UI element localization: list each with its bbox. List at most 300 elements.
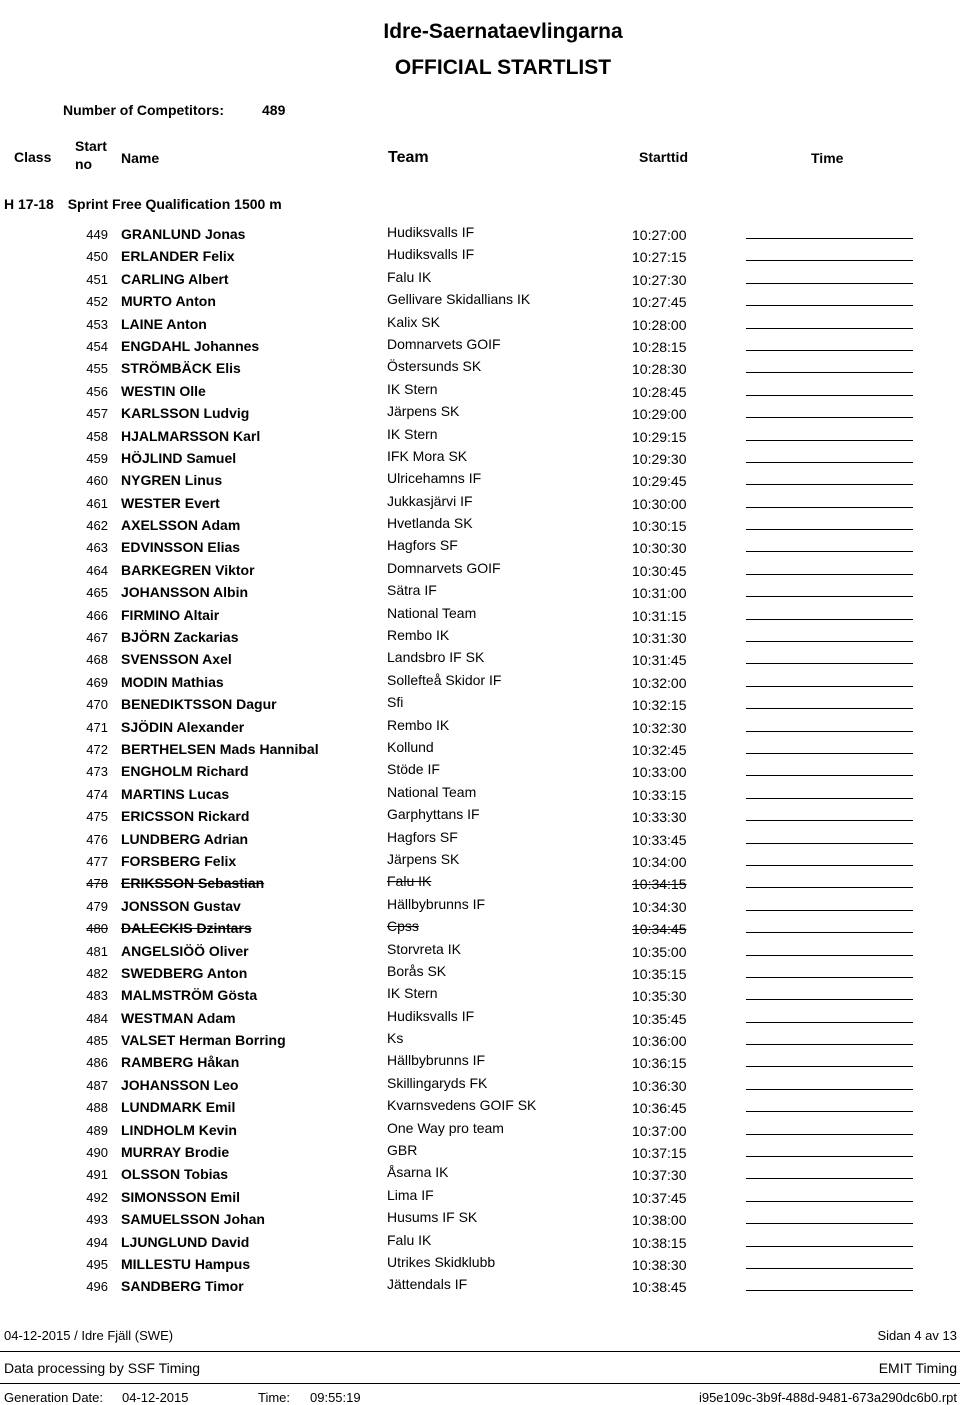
start-number: 474 <box>86 786 108 802</box>
table-row <box>0 917 960 939</box>
team-name: Kollund <box>387 738 434 755</box>
start-number: 463 <box>86 540 108 556</box>
table-row <box>0 357 960 379</box>
col-team: Team <box>388 149 429 166</box>
competitor-name: LINDHOLM Kevin <box>121 1121 237 1138</box>
table-row <box>0 626 960 648</box>
result-time-line <box>746 1022 913 1023</box>
start-time: 10:32:15 <box>632 697 687 714</box>
start-time: 10:27:45 <box>632 294 687 311</box>
result-time-line <box>746 731 913 732</box>
table-row <box>0 1074 960 1096</box>
start-number: 481 <box>86 943 108 959</box>
table-row <box>0 604 960 626</box>
col-name: Name <box>121 150 160 166</box>
team-name: Rembo IK <box>387 627 450 644</box>
team-name: Rembo IK <box>387 716 450 733</box>
col-time: Time <box>811 150 844 166</box>
col-starttid: Starttid <box>639 149 688 165</box>
start-time: 10:37:45 <box>632 1189 687 1206</box>
start-number: 465 <box>86 585 108 601</box>
competitor-name: SWEDBERG Anton <box>121 964 248 981</box>
result-time-line <box>746 1044 913 1045</box>
result-time-line <box>746 955 913 956</box>
result-time-line <box>746 238 913 239</box>
start-number: 472 <box>86 741 108 757</box>
list-title: OFFICIAL STARTLIST <box>394 56 612 79</box>
start-number: 468 <box>86 652 108 668</box>
team-name: Sollefteå Skidor IF <box>387 671 502 688</box>
table-row <box>0 783 960 805</box>
start-time: 10:27:15 <box>632 249 687 266</box>
start-time: 10:32:45 <box>632 741 687 758</box>
result-time-line <box>746 775 913 776</box>
event-title: Idre-Saernataevlingarna <box>383 20 623 43</box>
start-number: 453 <box>86 316 108 332</box>
competitor-name: BARKEGREN Viktor <box>121 561 255 578</box>
table-row <box>0 671 960 693</box>
start-time: 10:29:30 <box>632 450 687 467</box>
table-row <box>0 447 960 469</box>
competitor-name: JOHANSSON Albin <box>121 584 249 601</box>
generation-date: 04-12-2015 <box>122 1390 189 1405</box>
start-time: 10:31:00 <box>632 585 687 602</box>
start-time: 10:28:45 <box>632 383 687 400</box>
table-row <box>0 962 960 984</box>
team-name: Sätra IF <box>387 582 437 599</box>
team-name: Järpens SK <box>387 850 460 867</box>
start-time: 10:28:15 <box>632 338 687 355</box>
competitor-name: RAMBERG Håkan <box>121 1054 240 1071</box>
table-row <box>0 895 960 917</box>
start-time: 10:34:15 <box>632 876 687 893</box>
team-name: National Team <box>387 783 477 800</box>
start-time: 10:29:45 <box>632 473 687 490</box>
result-time-line <box>746 529 913 530</box>
result-time-line <box>746 641 913 642</box>
footer-data-processing: Data processing by SSF Timing <box>4 1360 201 1376</box>
competitor-name: WESTIN Olle <box>121 382 206 399</box>
competitor-name: ERLANDER Felix <box>121 248 235 265</box>
table-row <box>0 380 960 402</box>
start-number: 489 <box>86 1122 108 1138</box>
start-time: 10:30:15 <box>632 518 687 535</box>
start-time: 10:38:30 <box>632 1256 687 1273</box>
table-row <box>0 1208 960 1230</box>
competitor-name: ENGHOLM Richard <box>121 763 249 780</box>
start-number: 454 <box>86 338 108 354</box>
result-time-line <box>746 999 913 1000</box>
table-row <box>0 268 960 290</box>
start-time: 10:30:45 <box>632 562 687 579</box>
start-number: 449 <box>86 227 108 242</box>
team-name: IK Stern <box>387 985 438 1002</box>
team-name: IK Stern <box>387 380 438 397</box>
team-name: Domnarvets GOIF <box>387 559 501 576</box>
competitor-name: MURRAY Brodie <box>121 1144 230 1161</box>
table-row <box>0 693 960 715</box>
start-time: 10:33:30 <box>632 809 687 826</box>
start-number: 464 <box>86 562 108 578</box>
start-time: 10:36:15 <box>632 1055 687 1072</box>
start-number: 491 <box>86 1167 108 1183</box>
start-time: 10:35:30 <box>632 988 687 1005</box>
team-name: Storvreta IK <box>387 940 461 957</box>
start-number: 461 <box>86 495 108 511</box>
start-number: 484 <box>86 1010 108 1026</box>
start-time: 10:31:45 <box>632 652 687 669</box>
start-number: 466 <box>86 607 108 623</box>
table-row <box>0 223 960 245</box>
start-time: 10:35:15 <box>632 965 687 982</box>
result-time-line <box>746 820 913 821</box>
start-time: 10:32:00 <box>632 674 687 691</box>
competitor-name: GRANLUND Jonas <box>121 226 246 242</box>
start-number: 462 <box>86 518 108 534</box>
table-row <box>0 1253 960 1275</box>
start-time: 10:34:45 <box>632 921 687 938</box>
start-time: 10:36:00 <box>632 1033 687 1050</box>
footer-divider-2 <box>0 1383 960 1384</box>
result-time-line <box>746 1066 913 1067</box>
col-class: Class <box>14 149 52 165</box>
result-time-line <box>746 686 913 687</box>
start-number: 475 <box>86 809 108 825</box>
result-time-line <box>746 1268 913 1269</box>
team-name: Åsarna IK <box>387 1164 449 1181</box>
footer-divider <box>0 1351 960 1352</box>
team-name: Lima IF <box>387 1186 434 1203</box>
competitor-name: JONSSON Gustav <box>121 897 241 914</box>
result-time-line <box>746 977 913 978</box>
table-row <box>0 559 960 581</box>
competitor-name: OLSSON Tobias <box>121 1166 229 1183</box>
start-number: 479 <box>86 898 108 914</box>
competitor-name: SANDBERG Timor <box>121 1278 244 1295</box>
competitor-name: EDVINSSON Elias <box>121 539 241 556</box>
team-name: Järpens SK <box>387 403 460 420</box>
start-time: 10:37:30 <box>632 1167 687 1184</box>
start-time: 10:34:30 <box>632 898 687 915</box>
competitor-name: SAMUELSSON Johan <box>121 1211 265 1228</box>
table-row <box>0 872 960 894</box>
start-number: 469 <box>86 674 108 690</box>
col-start-no-line1: Start <box>75 138 107 154</box>
team-name: Jättendals IF <box>387 1276 468 1293</box>
start-time: 10:27:30 <box>632 271 687 288</box>
start-time: 10:33:00 <box>632 764 687 781</box>
start-time: 10:35:45 <box>632 1010 687 1027</box>
table-row <box>0 1119 960 1141</box>
competitor-name: MURTO Anton <box>121 293 216 310</box>
start-number: 457 <box>86 406 108 422</box>
start-time: 10:31:30 <box>632 630 687 647</box>
competitor-name: WESTMAN Adam <box>121 1009 236 1026</box>
team-name: GBR <box>387 1142 418 1159</box>
start-time: 10:33:15 <box>632 786 687 803</box>
result-time-line <box>746 350 913 351</box>
start-number: 496 <box>86 1279 108 1295</box>
start-number: 459 <box>86 450 108 466</box>
start-number: 456 <box>86 383 108 399</box>
result-time-line <box>746 1089 913 1090</box>
start-number: 452 <box>86 294 108 310</box>
team-name: Hällbybrunns IF <box>387 895 486 912</box>
start-number: 467 <box>86 630 108 646</box>
result-time-line <box>746 1178 913 1179</box>
competitors-count: 489 <box>262 102 286 118</box>
table-row <box>0 1096 960 1118</box>
generation-time-label: Time: <box>258 1390 291 1405</box>
start-time: 10:38:15 <box>632 1234 687 1251</box>
start-number: 451 <box>86 271 108 287</box>
footer-date-place: 04-12-2015 / Idre Fjäll (SWE) <box>4 1328 174 1343</box>
table-row <box>0 581 960 603</box>
competitor-name: SVENSSON Axel <box>121 651 232 668</box>
result-time-line <box>746 328 913 329</box>
team-name: Hudiksvalls IF <box>387 224 475 240</box>
competitors-label: Number of Competitors: <box>63 102 224 118</box>
start-number: 494 <box>86 1234 108 1250</box>
start-time: 10:32:30 <box>632 719 687 736</box>
start-number: 486 <box>86 1055 108 1071</box>
result-time-line <box>746 417 913 418</box>
result-time-line <box>746 1223 913 1224</box>
competitor-name: WESTER Evert <box>121 494 220 511</box>
table-row <box>0 1186 960 1208</box>
table-row <box>0 313 960 335</box>
competitor-name: ERIKSSON Sebastian <box>121 875 265 892</box>
result-time-line <box>746 462 913 463</box>
start-number: 478 <box>86 876 108 892</box>
table-row <box>0 984 960 1006</box>
start-time: 10:36:30 <box>632 1077 687 1094</box>
start-time: 10:28:30 <box>632 361 687 378</box>
start-number: 450 <box>86 249 108 265</box>
table-row <box>0 1029 960 1051</box>
competitor-name: MILLESTU Hampus <box>121 1255 251 1272</box>
section-class: H 17-18 <box>4 196 54 212</box>
start-number: 455 <box>86 361 108 377</box>
start-number: 487 <box>86 1077 108 1093</box>
table-row <box>0 805 960 827</box>
team-name: IK Stern <box>387 425 438 442</box>
start-time: 10:28:00 <box>632 316 687 333</box>
table-row <box>0 1007 960 1029</box>
result-time-line <box>746 865 913 866</box>
result-time-line <box>746 910 913 911</box>
result-time-line <box>746 663 913 664</box>
start-time: 10:33:45 <box>632 831 687 848</box>
result-time-line <box>746 551 913 552</box>
result-time-line <box>746 260 913 261</box>
table-row <box>0 760 960 782</box>
team-name: Falu IK <box>387 873 432 890</box>
competitor-name: ANGELSIÖÖ Oliver <box>121 942 249 959</box>
result-time-line <box>746 932 913 933</box>
start-number: 495 <box>86 1256 108 1272</box>
competitor-name: AXELSSON Adam <box>121 517 241 534</box>
competitor-name: DALECKIS Dzintars <box>121 920 252 937</box>
result-time-line <box>746 753 913 754</box>
start-number: 473 <box>86 764 108 780</box>
team-name: Hudiksvalls IF <box>387 1007 475 1024</box>
team-name: Kalix SK <box>387 313 440 330</box>
start-number: 492 <box>86 1189 108 1205</box>
start-time: 10:36:45 <box>632 1100 687 1117</box>
start-time: 10:30:30 <box>632 540 687 557</box>
team-name: Stöde IF <box>387 761 440 778</box>
team-name: Utrikes Skidklubb <box>387 1253 496 1270</box>
start-number: 490 <box>86 1145 108 1161</box>
table-row <box>0 1275 960 1297</box>
result-time-line <box>746 843 913 844</box>
team-name: Skillingaryds FK <box>387 1074 488 1091</box>
competitor-name: BERTHELSEN Mads Hannibal <box>121 740 319 757</box>
start-time: 10:37:15 <box>632 1145 687 1162</box>
team-name: Falu IK <box>387 268 432 285</box>
table-row <box>0 1231 960 1253</box>
competitor-name: CARLING Albert <box>121 270 229 287</box>
result-time-line <box>746 1156 913 1157</box>
team-name: National Team <box>387 604 477 621</box>
result-time-line <box>746 1134 913 1135</box>
team-name: Hvetlanda SK <box>387 515 473 532</box>
result-time-line <box>746 305 913 306</box>
team-name: Gellivare Skidallians IK <box>387 291 531 308</box>
table-row <box>0 335 960 357</box>
competitor-name: ENGDAHL Johannes <box>121 337 260 354</box>
competitor-name: HJALMARSSON Karl <box>121 427 261 444</box>
footer-emit: EMIT Timing <box>878 1360 957 1376</box>
competitor-name: MALMSTRÖM Gösta <box>121 987 258 1004</box>
result-time-line <box>746 440 913 441</box>
result-time-line <box>746 798 913 799</box>
table-row <box>0 1163 960 1185</box>
result-time-line <box>746 596 913 597</box>
table-row <box>0 290 960 312</box>
team-name: Falu IK <box>387 1231 432 1248</box>
team-name: Garphyttans IF <box>387 806 480 823</box>
competitor-name: FIRMINO Altair <box>121 606 220 623</box>
table-row <box>0 1051 960 1073</box>
competitor-name: FORSBERG Felix <box>121 852 237 869</box>
result-time-line <box>746 507 913 508</box>
team-name: One Way pro team <box>387 1119 504 1136</box>
competitor-name: MODIN Mathias <box>121 673 224 690</box>
team-name: Hagfors SF <box>387 828 458 845</box>
table-row <box>0 536 960 558</box>
result-time-line <box>746 574 913 575</box>
start-time: 10:27:00 <box>632 227 687 243</box>
report-file <box>699 1390 957 1405</box>
result-time-line <box>746 1246 913 1247</box>
competitor-name: LUNDMARK Emil <box>121 1099 236 1116</box>
result-time-line <box>746 887 913 888</box>
section-race: Sprint Free Qualification 1500 m <box>67 196 282 212</box>
start-time: 10:38:45 <box>632 1279 687 1296</box>
competitor-name: LUNDBERG Adrian <box>121 830 249 847</box>
start-number: 471 <box>86 719 108 735</box>
team-name: Östersunds SK <box>387 358 482 375</box>
team-name: Cpss <box>387 918 419 935</box>
competitor-name: SJÖDIN Alexander <box>121 718 245 735</box>
generation-label: Generation Date: <box>4 1390 104 1405</box>
start-number: 480 <box>86 921 108 937</box>
start-number: 483 <box>86 988 108 1004</box>
start-time: 10:29:00 <box>632 406 687 423</box>
start-number: 458 <box>86 428 108 444</box>
competitor-name: JOHANSSON Leo <box>121 1076 239 1093</box>
result-time-line <box>746 1290 913 1291</box>
result-time-line <box>746 619 913 620</box>
table-row <box>0 469 960 491</box>
competitor-name: VALSET Herman Borring <box>121 1032 286 1049</box>
footer-page: Sidan 4 av 13 <box>877 1328 957 1343</box>
report-file-name: i95e109c-3b9f-488d-9481-673a290dc6b0.rpt <box>699 1390 957 1405</box>
competitor-name: ERICSSON Rickard <box>121 808 250 825</box>
competitor-name: SIMONSSON Emil <box>121 1188 241 1205</box>
team-name: Hagfors SF <box>387 537 458 554</box>
start-time: 10:37:00 <box>632 1122 687 1139</box>
team-name: Ulricehamns IF <box>387 470 482 487</box>
team-name: Borås SK <box>387 962 447 979</box>
competitor-name: LAINE Anton <box>121 315 207 332</box>
start-time: 10:29:15 <box>632 428 687 445</box>
table-row <box>0 828 960 850</box>
start-number: 493 <box>86 1212 108 1228</box>
start-time: 10:35:00 <box>632 943 687 960</box>
table-row <box>0 425 960 447</box>
table-row <box>0 492 960 514</box>
start-time: 10:31:15 <box>632 607 687 624</box>
result-time-line <box>746 395 913 396</box>
start-time: 10:34:00 <box>632 853 687 870</box>
team-name: Hällbybrunns IF <box>387 1052 486 1069</box>
section-heading <box>4 196 282 212</box>
team-name: Domnarvets GOIF <box>387 335 501 352</box>
table-row <box>0 940 960 962</box>
team-name: Hudiksvalls IF <box>387 246 475 263</box>
start-time: 10:38:00 <box>632 1212 687 1229</box>
result-time-line <box>746 372 913 373</box>
competitor-name: MARTINS Lucas <box>121 785 230 802</box>
competitor-name: STRÖMBÄCK Elis <box>121 360 241 377</box>
start-number: 476 <box>86 831 108 847</box>
start-number: 477 <box>86 853 108 869</box>
col-start-no-line2: no <box>75 156 93 172</box>
team-name: IFK Mora SK <box>387 447 468 464</box>
table-row <box>0 850 960 872</box>
result-time-line <box>746 708 913 709</box>
team-name: Jukkasjärvi IF <box>387 492 473 509</box>
team-name: Husums IF SK <box>387 1209 478 1226</box>
start-number: 482 <box>86 965 108 981</box>
competitor-name: LJUNGLUND David <box>121 1233 250 1250</box>
result-time-line <box>746 1201 913 1202</box>
result-time-line <box>746 1111 913 1112</box>
table-row <box>0 245 960 267</box>
table-row <box>0 402 960 424</box>
start-number: 470 <box>86 697 108 713</box>
competitor-name: KARLSSON Ludvig <box>121 405 250 422</box>
table-row <box>0 1141 960 1163</box>
competitor-name: NYGREN Linus <box>121 472 223 489</box>
table-row <box>0 648 960 670</box>
team-name: Sfi <box>387 694 404 711</box>
competitor-name: BENEDIKTSSON Dagur <box>121 696 277 713</box>
start-number: 485 <box>86 1033 108 1049</box>
